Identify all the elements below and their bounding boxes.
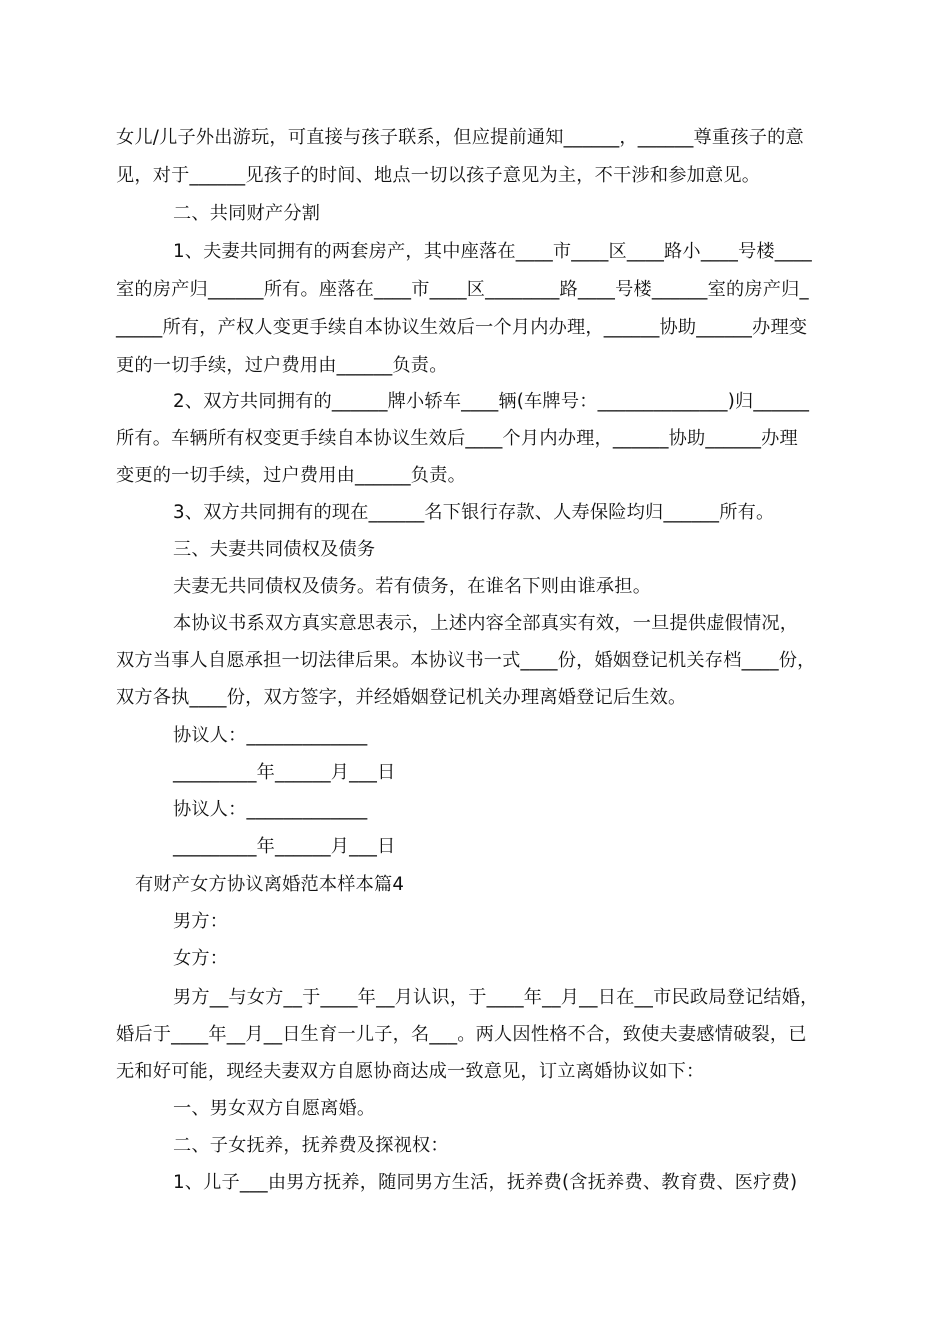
signature-line: 协议人：_____________ bbox=[173, 725, 368, 746]
paragraph-line: 无和好可能，现经夫妻双方自愿协商达成一致意见，订立离婚协议如下： bbox=[116, 1061, 705, 1082]
paragraph-line: 变更的一切手续，过户费用由______负责。 bbox=[116, 465, 466, 486]
section-heading: 三、夫妻共同债权及债务 bbox=[173, 539, 376, 560]
paragraph-line: 室的房产归______所有。座落在____市____区________路____号楼______室的房产归_ bbox=[116, 279, 809, 300]
paragraph-line: 更的一切手续，过户费用由______负责。 bbox=[116, 355, 448, 376]
section-heading: 一、男女双方自愿离婚。 bbox=[173, 1098, 376, 1119]
paragraph-line: 本协议书系双方真实意思表示，上述内容全部真实有效，一旦提供虚假情况， bbox=[173, 613, 799, 634]
document-title: 有财产女方协议离婚范本样本篇4 bbox=[135, 874, 405, 895]
paragraph-line: 1、儿子___由男方抚养，随同男方生活，抚养费(含抚养费、教育费、医疗费) bbox=[173, 1172, 798, 1193]
paragraph-line: 夫妻无共同债权及债务。若有债务，在谁名下则由谁承担。 bbox=[173, 576, 652, 597]
paragraph-line: 婚后于____年__月__日生育一儿子，名___。两人因性格不合，致使夫妻感情破裂，已 bbox=[116, 1024, 807, 1045]
paragraph-line: 所有。车辆所有权变更手续自本协议生效后____个月内办理，______协助______办理 bbox=[116, 428, 798, 449]
party-label: 男方： bbox=[173, 911, 229, 932]
paragraph-line: 女儿/儿子外出游玩，可直接与孩子联系，但应提前通知______，______尊重孩子的意 bbox=[116, 127, 804, 148]
paragraph-line: 男方__与女方__于____年__月认识，于____年__月__日在__市民政局登记结婚， bbox=[173, 987, 819, 1008]
paragraph-line: 2、双方共同拥有的______牌小轿车____辆(车牌号：______________)归______ bbox=[173, 391, 810, 412]
paragraph-line: 3、双方共同拥有的现在______名下银行存款、人寿保险均归______所有。 bbox=[173, 502, 775, 523]
paragraph-line: _____所有，产权人变更手续自本协议生效后一个月内办理，______协助______办理变 bbox=[116, 317, 808, 338]
date-line: _________年______月___日 bbox=[173, 762, 396, 783]
paragraph-line: 双方各执____份，双方签字，并经婚姻登记机关办理离婚登记后生效。 bbox=[116, 687, 687, 708]
party-label: 女方： bbox=[173, 948, 229, 969]
date-line: _________年______月___日 bbox=[173, 836, 396, 857]
section-heading: 二、共同财产分割 bbox=[173, 203, 321, 224]
section-heading: 二、子女抚养，抚养费及探视权： bbox=[173, 1135, 449, 1156]
paragraph-line: 双方当事人自愿承担一切法律后果。本协议书一式____份，婚姻登记机关存档____份， bbox=[116, 650, 816, 671]
signature-line: 协议人：_____________ bbox=[173, 799, 368, 820]
paragraph-line: 见，对于______见孩子的时间、地点一切以孩子意见为主，不干涉和参加意见。 bbox=[116, 165, 761, 186]
paragraph-line: 1、夫妻共同拥有的两套房产，其中座落在____市____区____路小____号楼____ bbox=[173, 241, 812, 262]
